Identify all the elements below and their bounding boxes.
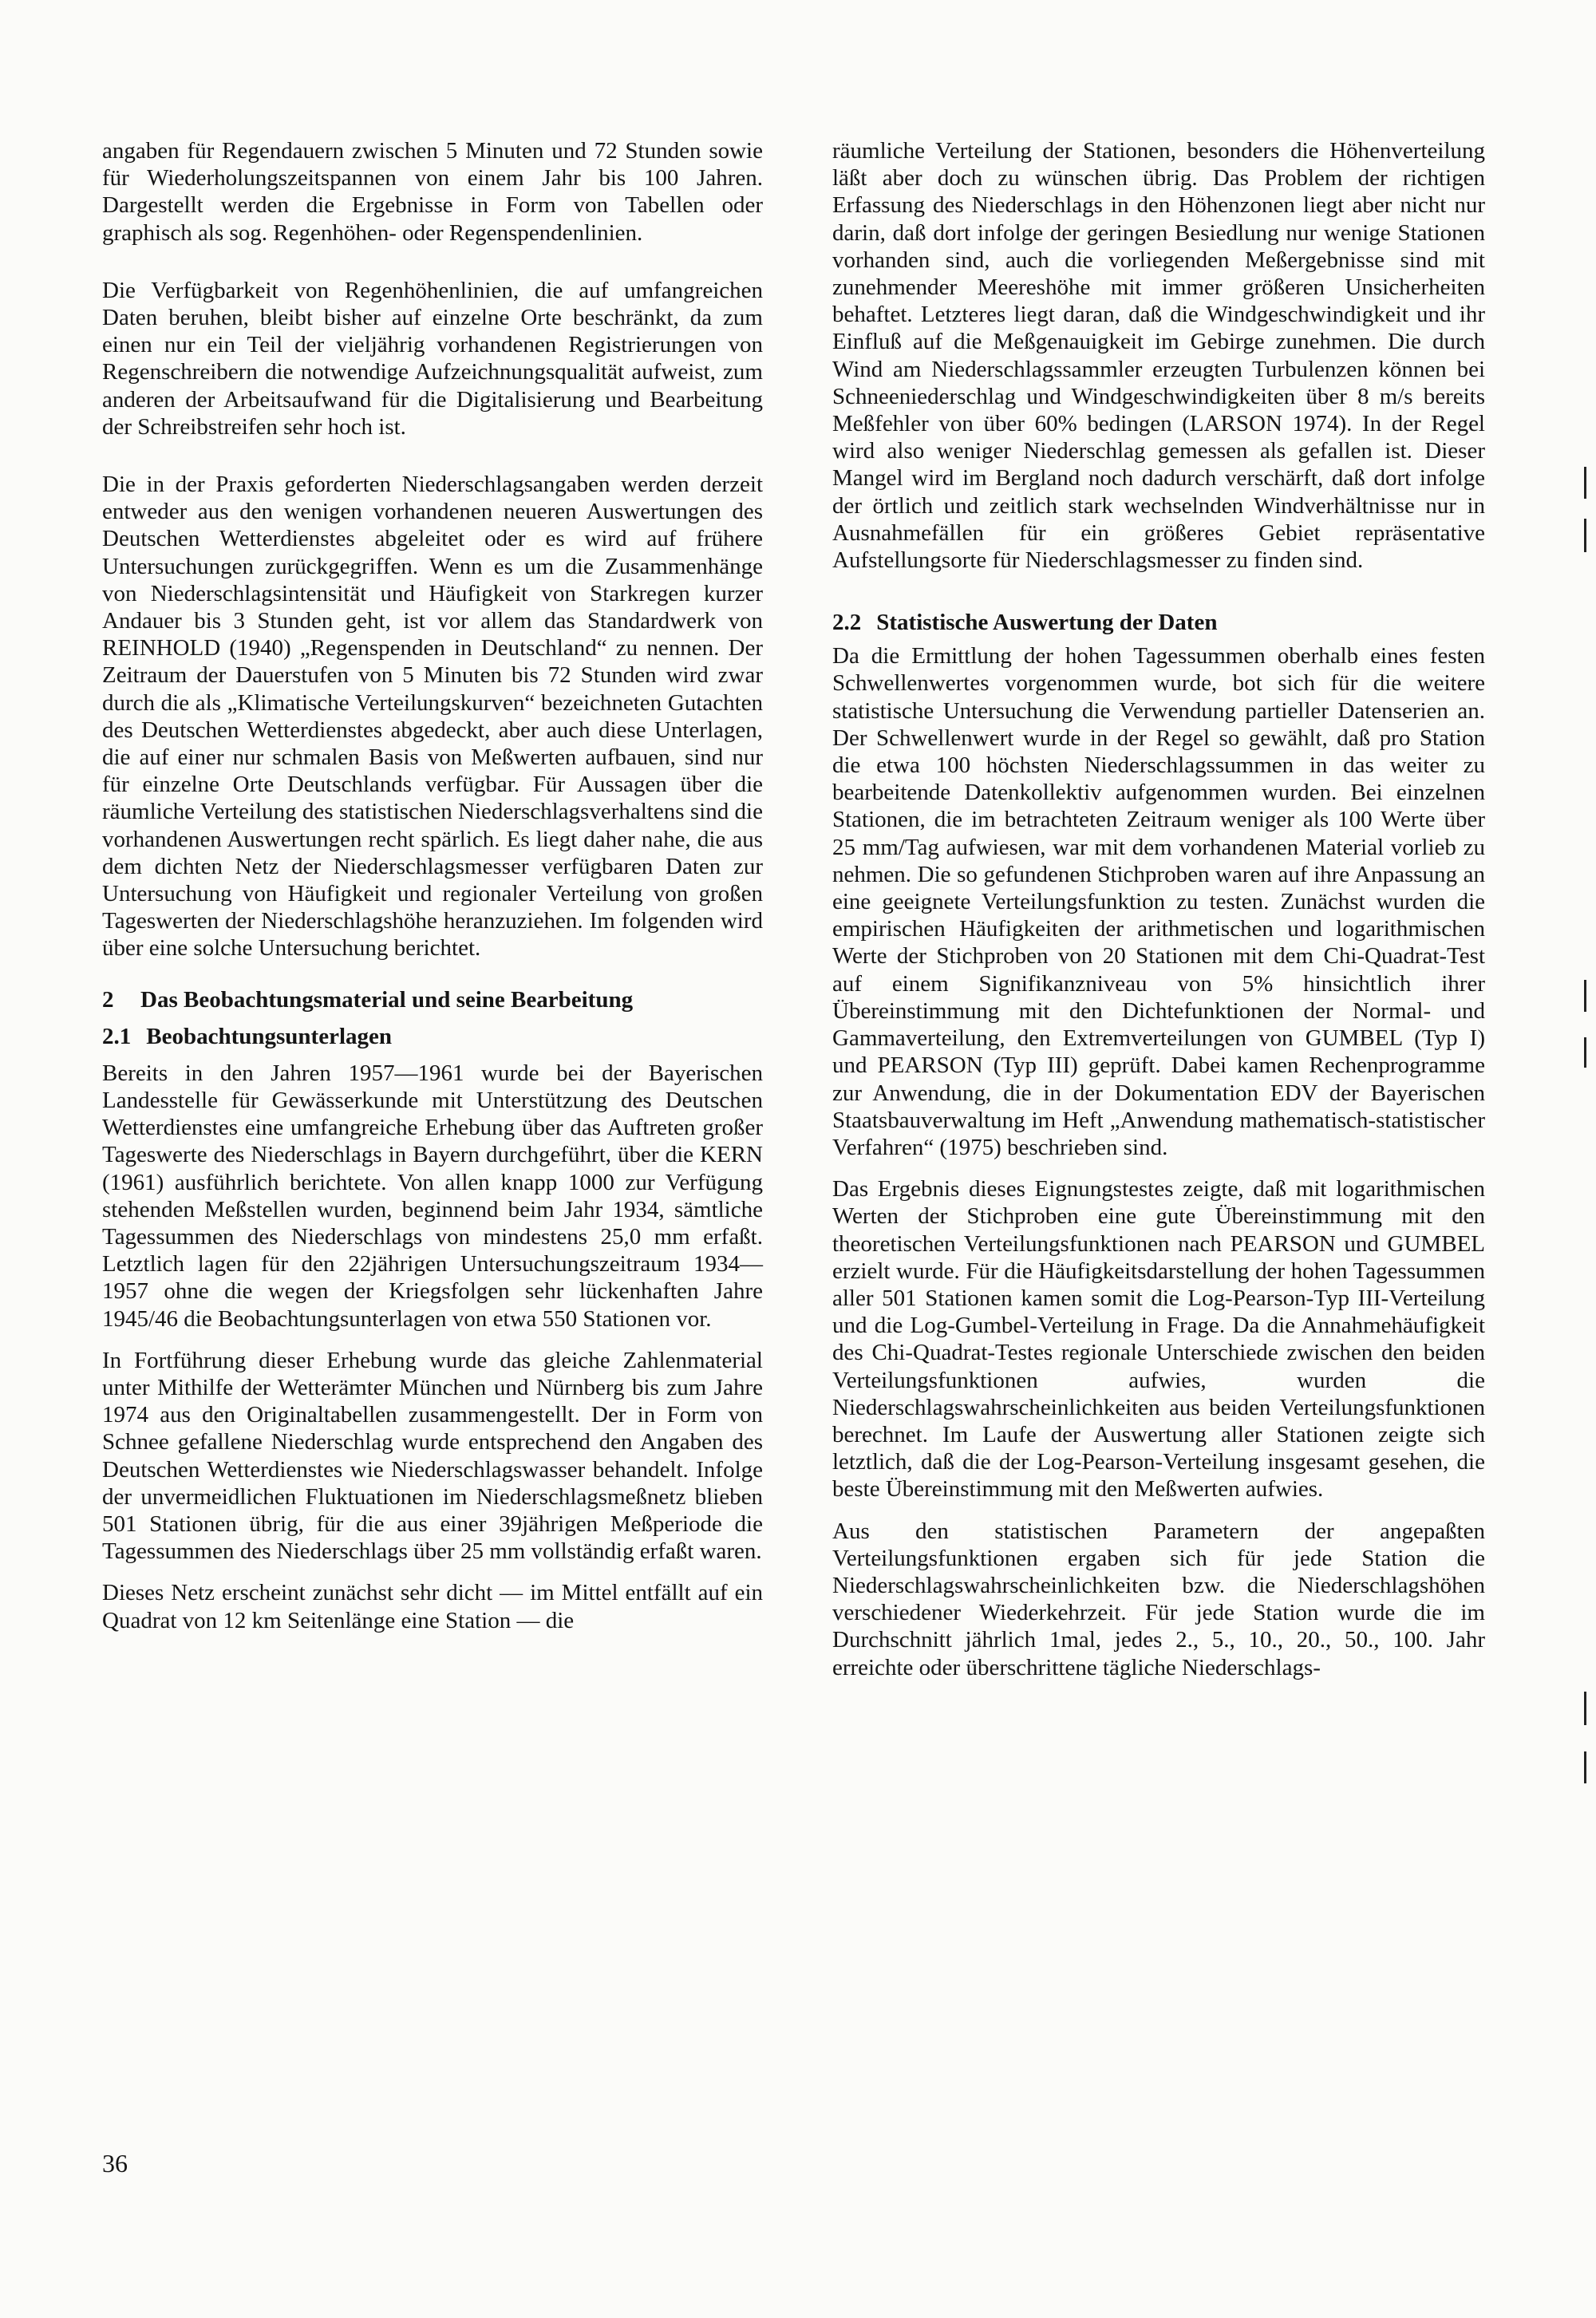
section-number: 2.2 xyxy=(832,610,862,636)
paragraph: Bereits in den Jahren 1957—1961 wurde bei der Bayerischen Landesstelle für Gewässerkunde mit Unterstützung des Deutschen Wetterdienstes eine umfangreiche Erhebung über das Auftreten großer Tageswerte des Niederschlags in Bayern durchgeführt, über die KERN (1961) ausführlich berichtete. Von allen knapp 1000 zur Verfügung stehenden Meßstellen wurden, beginnend beim Jahr 1934, sämtliche Tagessummen des Niederschlags von mindestens 25,0 mm erfaßt. Letztlich lagen für den 22jährigen Untersuchungszeitraum 1934—1957 ohne die wegen der Kriegsfolgen sehr lückenhaften Jahre 1945/46 die Beobachtungsunterlagen von etwa 550 Stationen vor. xyxy=(102,1060,763,1332)
section-number: 2.1 xyxy=(102,1023,132,1049)
paragraph: Da die Ermittlung der hohen Tagessummen oberhalb eines festen Schwellenwertes vorgenommen wurde, bot sich für die weitere statistische Untersuchung die Verwendung partieller Datenserien an. Der Schwellenwert wurde in der Regel so gewählt, daß pro Station die etwa 100 höchsten Niederschlagssummen in das weiter zu bearbeitende Datenkollektiv aufgenommen wurden. Bei einzelnen Stationen, die im betrachteten Zeitraum weniger als 100 Werte über 25 mm/Tag aufwiesen, war mit dem vorhandenen Material vorlieb zu nehmen. Die so gefundenen Stichproben waren auf ihre Anpassung an eine geeignete Verteilungsfunktion zu testen. Zunächst wurden die empirischen Häufigkeiten der arithmetischen und logarithmischen Werte der Stichproben von 20 Stationen mit dem Chi-Quadrat-Test auf einem Signifikanzniveau von 5% hinsichtlich ihrer Übereinstimmung mit den Dichtefunktionen der Normal- und Gammaverteilung, den Extremverteilungen von GUMBEL (Typ I) und PEARSON (Typ III) geprüft. Dabei kamen Rechenprogramme zur Anwendung, die in der Dokumentation EDV der Bayerischen Staatsbauverwaltung im Heft „Anwendung mathematisch-statistischer Verfahren“ (1975) beschrieben sind. xyxy=(832,643,1485,1160)
section-heading-2 xyxy=(102,986,763,1013)
paragraph: Die Verfügbarkeit von Regenhöhenlinien, die auf umfangreichen Daten beruhen, bleibt bisher auf einzelne Orte beschränkt, da zum einen nur ein Teil der vieljährig vorhandenen Registrierungen von Regenschreibern die notwendige Aufzeichnungsqualität aufweist, zum anderen der Arbeitsaufwand für die Digitalisierung und Bearbeitung der Schreibstreifen sehr hoch ist. xyxy=(102,277,763,440)
left-column xyxy=(102,137,763,1649)
paragraph: räumliche Verteilung der Stationen, besonders die Höhenverteilung läßt aber doch zu wünschen übrig. Das Problem der richtigen Erfassung des Niederschlags in den Höhenzonen liegt aber nicht nur darin, daß dort infolge der geringen Besiedlung nur wenige Stationen vorhanden sind, auch die vorliegenden Meßergebnisse sind mit zunehmender Meereshöhe mit immer größeren Unsicherheiten behaftet. Letzteres liegt daran, daß die Windgeschwindigkeit und ihr Einfluß auf die Meßgenauigkeit im Gebirge zunehmen. Die durch Wind am Niederschlagssammler erzeugten Turbulenzen können bei Schneeniederschlag und Windgeschwindigkeiten über 8 m/s bereits Meßfehler von über 60% bedingen (LARSON 1974). In der Regel wird also weniger Niederschlag gemessen als gefallen ist. Dieser Mangel wird im Bergland noch dadurch verschärft, daß dort infolge der örtlich und zeitlich stark wechselnden Windverhältnisse nur in Ausnahmefällen für ein größeres Gebiet repräsentative Aufstellungsorte für Niederschlagsmesser zu finden sind. xyxy=(832,138,1485,574)
scan-edge-mark xyxy=(1584,1692,1586,1725)
paragraph: angaben für Regendauern zwischen 5 Minuten und 72 Stunden sowie für Wiederholungszeitspannen von einem Jahr bis 100 Jahren. Dargestellt werden die Ergebnisse in Form von Tabellen oder graphisch als sog. Regenhöhen- oder Regenspendenlinien. xyxy=(102,138,763,246)
right-column xyxy=(832,137,1485,1696)
section-heading-2-2 xyxy=(832,609,1485,636)
section-heading-2-1 xyxy=(102,1023,763,1050)
section-title: Beobachtungsunterlagen xyxy=(146,1023,393,1049)
scan-edge-mark xyxy=(1584,467,1586,499)
scan-edge-mark xyxy=(1584,1037,1586,1068)
section-title: Statistische Auswertung der Daten xyxy=(876,610,1218,636)
paragraph: Die in der Praxis geforderten Niederschlagsangaben werden derzeit entweder aus den wenigen vorhandenen neueren Auswertungen des Deutschen Wetterdienstes abgeleitet oder es wird auf frühere Untersuchungen zurückgegriffen. Wenn es um die Zusammenhänge von Niederschlagsintensität und Häufigkeit von Starkregen kurzer Andauer bis 3 Stunden geht, ist vor allem das Standardwerk von REINHOLD (1940) „Regenspenden in Deutschland“ zu nennen. Der Zeitraum der Dauerstufen von 5 Minuten bis 72 Stunden wird zwar durch die als „Klimatische Verteilungskurven“ bezeichneten Gutachten des Deutschen Wetterdienstes abgedeckt, aber auch diese Unterlagen, die auf einer nur schmalen Basis von Meßwerten aufbauen, sind nur für einzelne Orte Deutschlands verfügbar. Für Aussagen über die räumliche Verteilung des statistischen Niederschlagsverhaltens sind die vorhandenen Auswertungen recht spärlich. Es liegt daher nahe, die aus dem dichten Netz der Niederschlagsmesser verfügbaren Daten zur Untersuchung von Häufigkeit und regionaler Verteilung von großen Tageswerten der Niederschlagshöhe heranzuziehen. Im folgenden wird über eine solche Untersuchung berichtet. xyxy=(102,472,763,962)
paragraph: Das Ergebnis dieses Eignungstestes zeigte, daß mit logarithmischen Werten der Stichproben eine gute Übereinstimmung mit den theoretischen Verteilungsfunktionen nach PEARSON und GUMBEL erzielt wurde. Für die Häufigkeitsdarstellung der hohen Tagessummen aller 501 Stationen kamen somit die Log-Pearson-Typ III-Verteilung und die Log-Gumbel-Verteilung in Frage. Da die Annahmehäufigkeit des Chi-Quadrat-Testes regionale Unterschiede zwischen den beiden Verteilungsfunktionen aufwies, wurden die Niederschlagswahrscheinlichkeiten aus beiden Verteilungsfunktionen berechnet. Im Laufe der Auswertung aller Stationen zeigte sich letztlich, daß die der Log-Pearson-Verteilung insgesamt gesehen, die beste Übereinstimmung mit den Meßwerten aufwies. xyxy=(832,1176,1485,1503)
scan-edge-mark xyxy=(1584,519,1586,552)
section-title: Das Beobachtungsmaterial und seine Bearbeitung xyxy=(140,986,634,1013)
paragraph: In Fortführung dieser Erhebung wurde das gleiche Zahlenmaterial unter Mithilfe der Wetterämter München und Nürnberg bis zum Jahre 1974 aus den Originaltabellen zusammengestellt. Der in Form von Schnee gefallene Niederschlag wurde entsprechend den Angaben des Deutschen Wetterdienstes wie Niederschlagswasser behandelt. Infolge der unvermeidlichen Fluktuationen im Niederschlagsmeßnetz blieben 501 Stationen übrig, für die aus einer 39jährigen Meßperiode die Tagessummen des Niederschlags über 25 mm vollständig erfaßt waren. xyxy=(102,1347,763,1565)
scan-edge-mark xyxy=(1584,980,1586,1012)
paragraph: Dieses Netz erscheint zunächst sehr dicht — im Mittel entfällt auf ein Quadrat von 12 km Seitenlänge eine Station — die xyxy=(102,1580,763,1633)
scan-edge-mark xyxy=(1584,1751,1586,1783)
paragraph: Aus den statistischen Parametern der angepaßten Verteilungsfunktionen ergaben sich für jede Station die Niederschlagswahrscheinlichkeiten bzw. die Niederschlagshöhen verschiedener Wiederkehrzeit. Für jede Station wurde die im Durchschnitt jährlich 1mal, jedes 2., 5., 10., 20., 50., 100. Jahr erreichte oder überschrittene tägliche Niederschlags- xyxy=(832,1518,1485,1680)
page-number: 36 xyxy=(102,2149,128,2178)
section-number: 2 xyxy=(102,986,114,1013)
